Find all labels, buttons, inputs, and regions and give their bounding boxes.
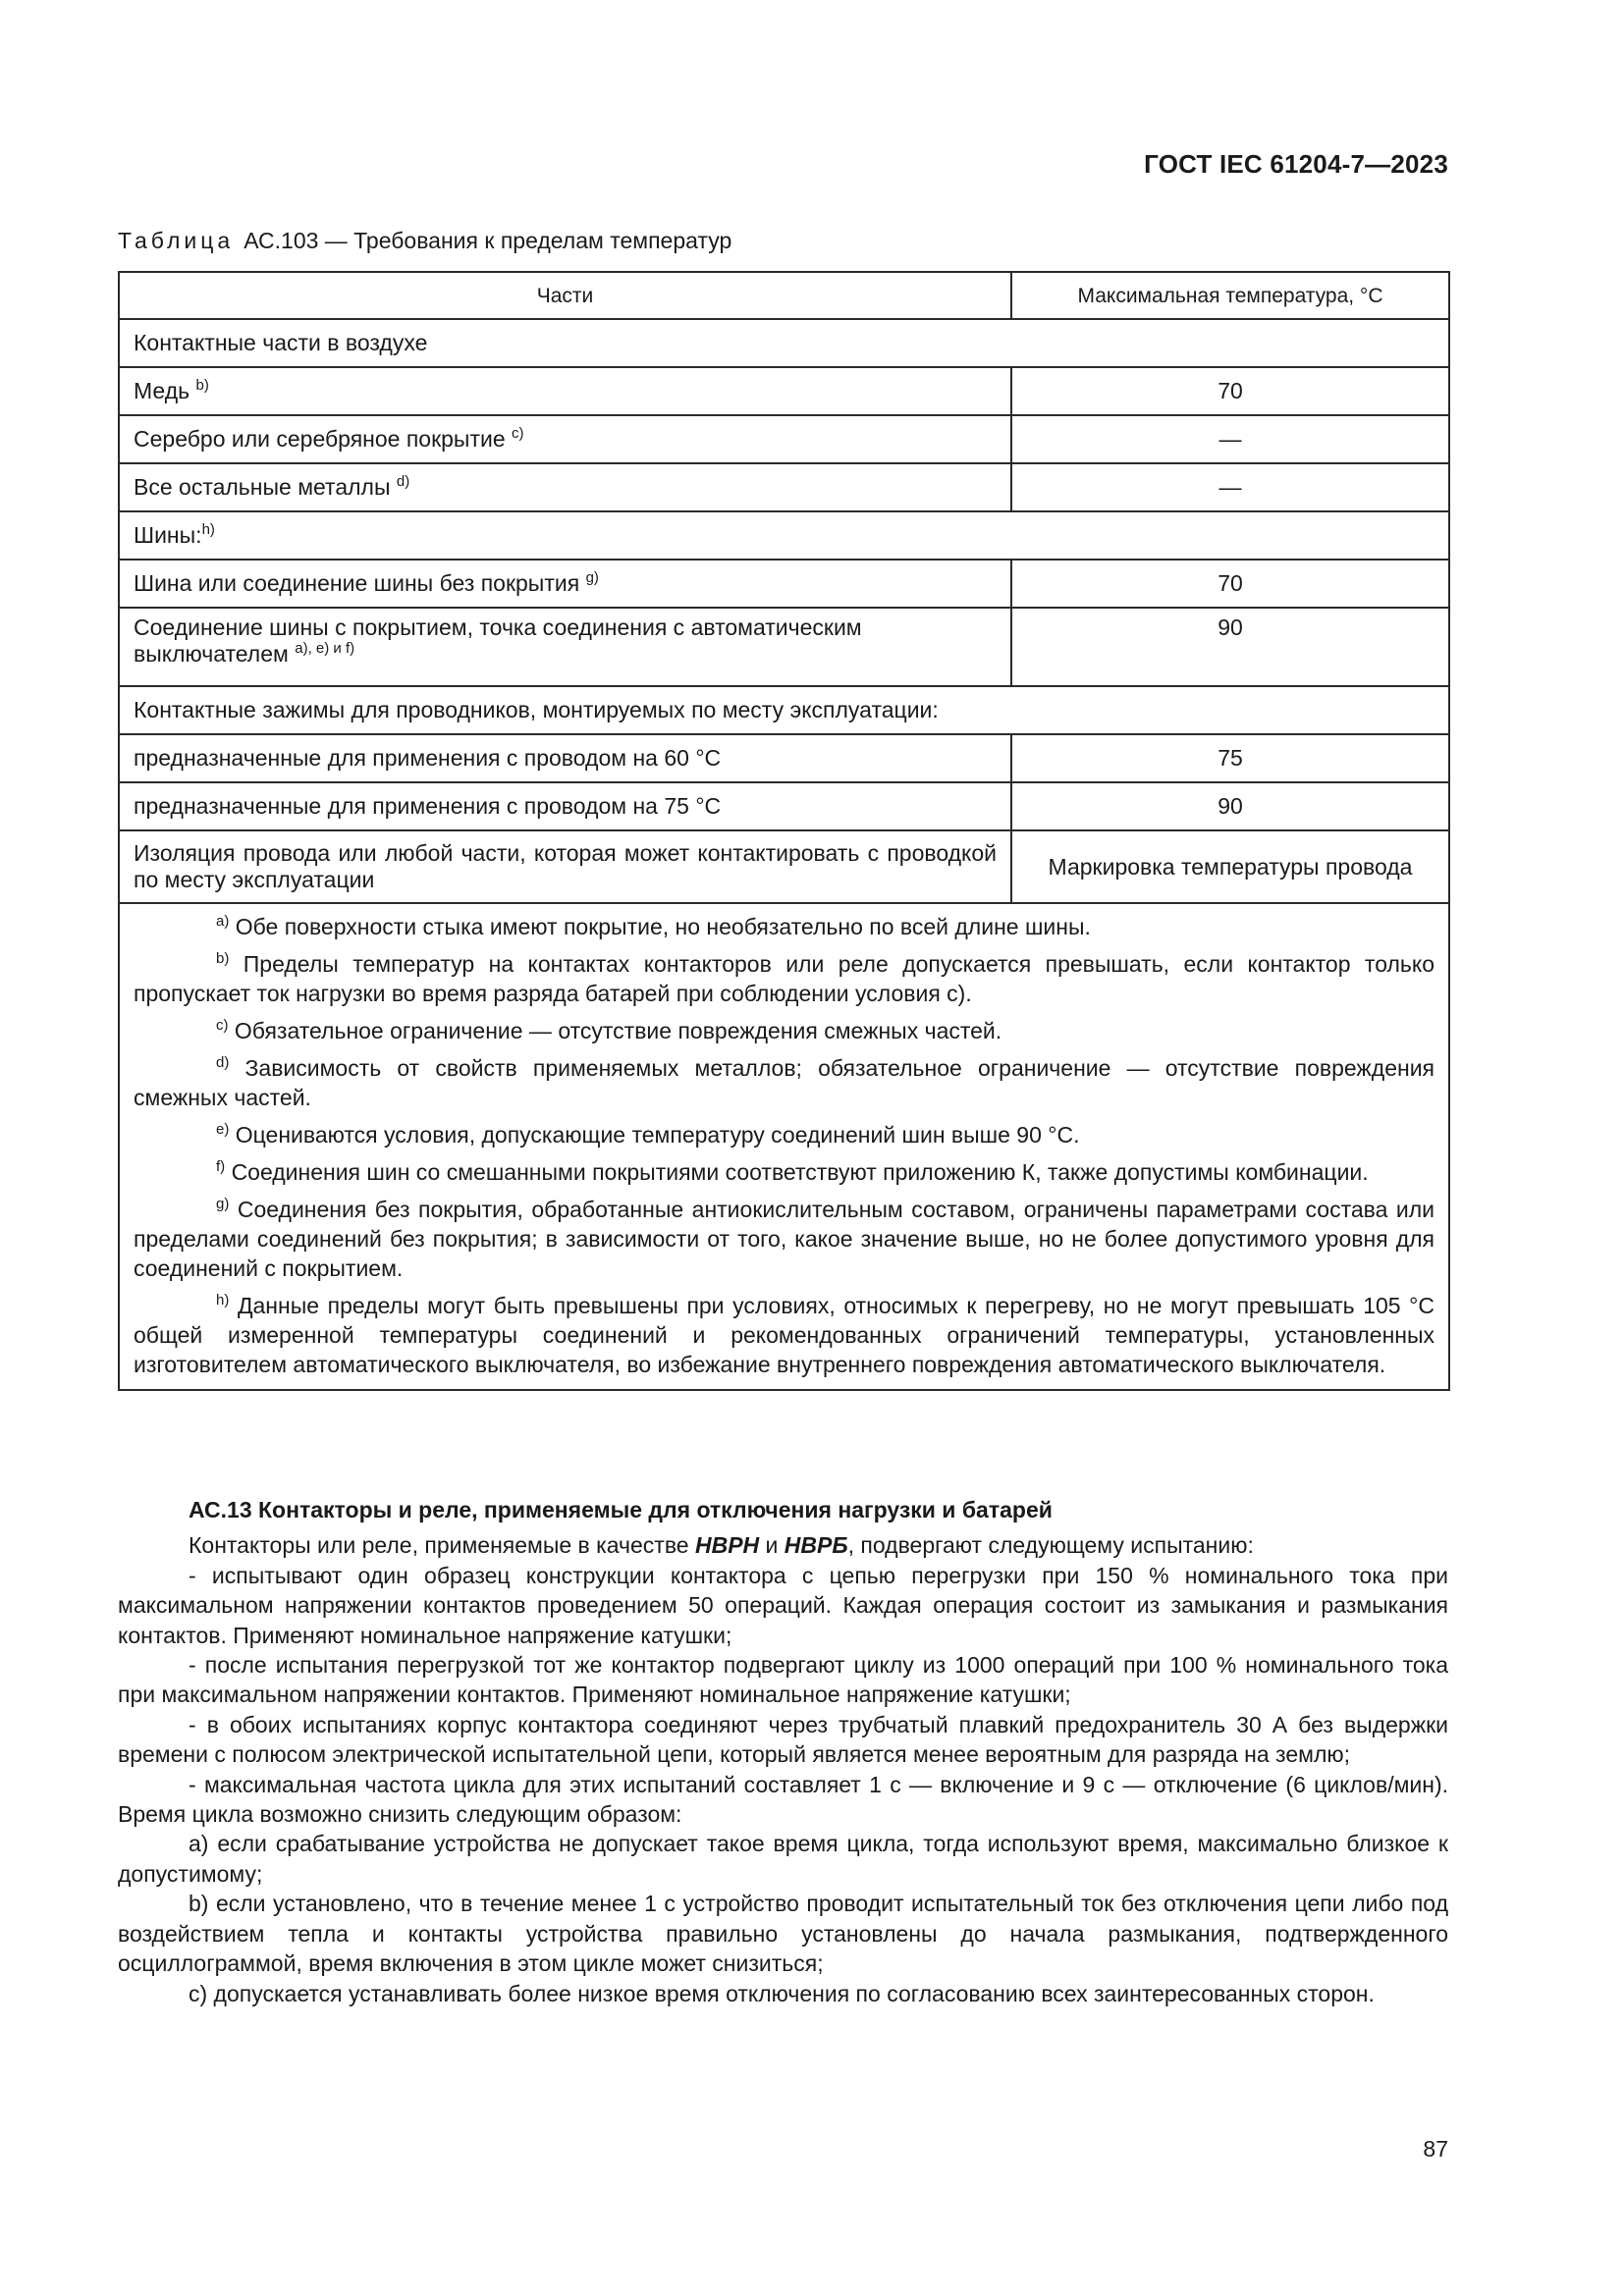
- section-paragraph: - в обоих испытаниях корпус контактора соединяют через трубчатый плавкий предохранитель 30 А без выдержки времени с полюсом электрической испытательной цепи, который является менее вероятным для разряда на землю;: [118, 1711, 1448, 1768]
- table-row: [119, 560, 1449, 608]
- section-paragraph: a) если срабатывание устройства не допускает такое время цикла, тогда используют время, максимально близкое к допустимому;: [118, 1831, 1448, 1887]
- table-cell-part: предназначенные для применения с проводом на 75 °С: [119, 782, 1011, 830]
- table-cell-value: 90: [1011, 608, 1449, 686]
- section-paragraph: b) если установлено, что в течение менее 1 с устройство проводит испытательный ток без отключения цепи либо под воздействием тепла и контакты устройства правильно установлены до начала размыкания, подтвержденного осциллограммой, время включения в этом цикле может снизиться;: [118, 1891, 1448, 1977]
- table-cell-value: —: [1011, 463, 1449, 511]
- table-cell-part: предназначенные для применения с проводом на 60 °С: [119, 734, 1011, 782]
- standard-code: ГОСТ IEC 61204-7—2023: [1144, 149, 1448, 179]
- section-paragraph: - после испытания перегрузкой тот же контактор подвергают циклу из 1000 операций при 100 % номинального тока при максимальном напряжении контактов. Применяют номинальное напряжение катушки;: [118, 1652, 1448, 1708]
- table-note: $^{b)}$ Пределы температур на контактах контакторов или реле допускается превышать, если контактор только пропускает ток нагрузки во время разряда батарей при соблюдении условия с).: [134, 950, 1435, 1006]
- table-cell-value: Маркировка температуры провода: [1011, 830, 1449, 903]
- section-ac13: [118, 1495, 1448, 2008]
- table-note: $^{e)}$ Оцениваются условия, допускающие температуру соединений шин выше 90 °С.: [216, 1121, 1080, 1148]
- table-cell-part: Шина или соединение шины без покрытия $^{g)}$: [119, 560, 1011, 608]
- table-row: [119, 782, 1449, 830]
- table-row: [119, 608, 1449, 686]
- table-row: [119, 415, 1449, 463]
- column-header-parts: Части: [119, 272, 1011, 319]
- table-note: $^{h)}$ Данные пределы могут быть превышены при условиях, относимых к перегреву, но не могут превышать 105 °С общей измеренной температуры соединений и рекомендованных ограничений температуры, установленных изготовителем автоматического выключателя, во избежание внутреннего повреждения автоматического выключателя.: [134, 1292, 1435, 1377]
- table-row: [119, 686, 1449, 734]
- table-row: [119, 463, 1449, 511]
- table-cell-part: Изоляция провода или любой части, которая может контактировать с проводкой по месту эксплуатации: [119, 830, 1011, 903]
- table-cell-value: —: [1011, 415, 1449, 463]
- table-notes-row: [119, 903, 1449, 1390]
- table-note: $^{a)}$ Обе поверхности стыка имеют покрытие, но необязательно по всей длине шины.: [216, 913, 1091, 939]
- section-paragraph: - испытывают один образец конструкции контактора с цепью перегрузки при 150 % номинального тока при максимальном напряжении контактов проведением 50 операций. Каждая операция состоит из замыкания и размыкания контактов. Применяют номинальное напряжение катушки;: [118, 1562, 1448, 1648]
- table-row: [119, 367, 1449, 415]
- table-group-cell: Контактные зажимы для проводников, монтируемых по месту эксплуатации:: [119, 686, 1449, 734]
- term-nvrb: НВРБ: [784, 1532, 848, 1559]
- section-paragraph: - максимальная частота цикла для этих испытаний составляет 1 с — включение и 9 с — отключение (6 циклов/мин). Время цикла возможно снизить следующим образом:: [118, 1771, 1448, 1828]
- table-notes: [119, 903, 1449, 1390]
- table-row: [119, 830, 1449, 903]
- table-cell-part: Все остальные металлы $^{d)}$: [119, 463, 1011, 511]
- table-note: $^{f)}$ Соединения шин со смешанными покрытиями соответствуют приложению К, также допустимы комбинации.: [216, 1158, 1369, 1185]
- table-cell-part: Соединение шины с покрытием, точка соединения с автоматическим выключателем $^{a), e) и f)}$: [119, 608, 1011, 686]
- section-heading: АС.13 Контакторы и реле, применяемые для отключения нагрузки и батарей: [189, 1497, 1053, 1522]
- table-caption-prefix: Таблица: [118, 228, 235, 253]
- section-paragraph: c) допускается устанавливать более низкое время отключения по согласованию всех заинтересованных сторон.: [189, 1980, 1375, 2006]
- temperature-limits-table: [118, 271, 1450, 1391]
- table-group-cell: Шины:$^{h)}$: [119, 511, 1449, 560]
- table-cell-part: Серебро или серебряное покрытие $^{c)}$: [119, 415, 1011, 463]
- term-nvrn: НВРН: [694, 1532, 760, 1559]
- table-cell-part: Медь $^{b)}$: [119, 367, 1011, 415]
- section-intro: Контакторы или реле, применяемые в качестве НВРН и НВРБ, подвергают следующему испытанию:: [189, 1532, 1254, 1559]
- table-row: [119, 319, 1449, 367]
- table-row: [119, 511, 1449, 560]
- table-cell-value: 90: [1011, 782, 1449, 830]
- table-header-row: [119, 272, 1449, 319]
- table-cell-value: 75: [1011, 734, 1449, 782]
- table-note: $^{c)}$ Обязательное ограничение — отсутствие повреждения смежных частей.: [216, 1017, 1002, 1043]
- table-caption: [118, 228, 731, 254]
- table-note: $^{g)}$ Соединения без покрытия, обработанные антиокислительным составом, ограничены параметрами состава или пределами соединений без покрытия; в зависимости от того, какое значение выше, но не более допустимого уровня для соединений с покрытием.: [134, 1196, 1435, 1281]
- table-group-cell: Контактные части в воздухе: [119, 319, 1449, 367]
- page-number: 87: [1423, 2136, 1448, 2162]
- table-row: [119, 734, 1449, 782]
- table-cell-value: 70: [1011, 560, 1449, 608]
- column-header-max-temp: Максимальная температура, °С: [1011, 272, 1449, 319]
- table-cell-value: 70: [1011, 367, 1449, 415]
- table-caption-text: АС.103 — Требования к пределам температур: [244, 228, 732, 253]
- table-note: $^{d)}$ Зависимость от свойств применяемых металлов; обязательное ограничение — отсутствие повреждения смежных частей.: [134, 1054, 1435, 1110]
